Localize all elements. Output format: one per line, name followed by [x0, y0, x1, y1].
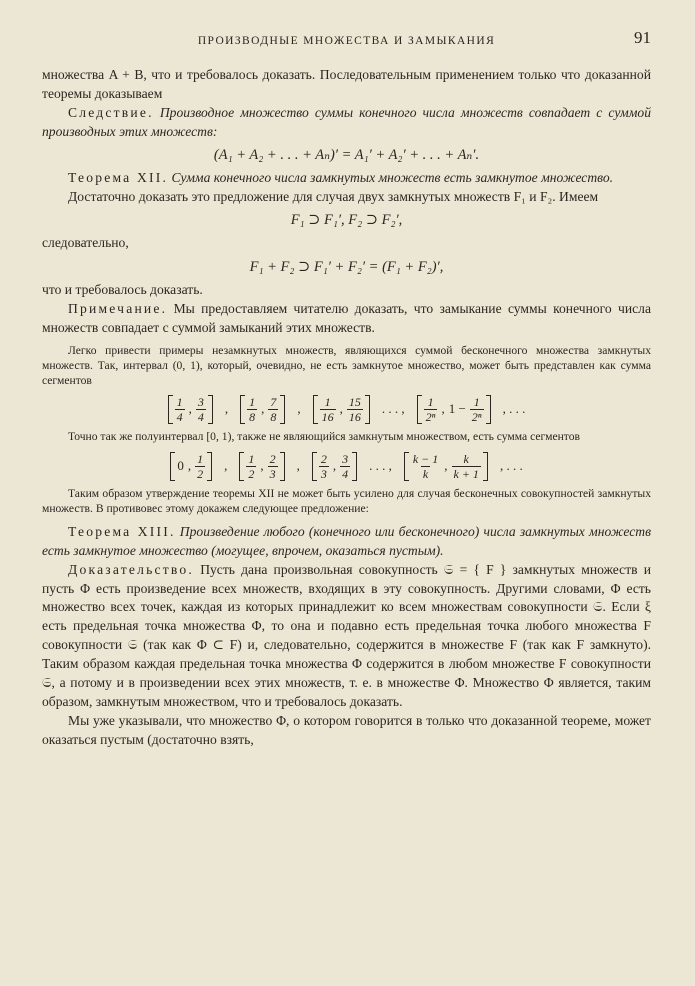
- equation-sum: F₁ + F₂ ⊃ F₁′ + F₂′ = (F₁ + F₂)′,: [249, 259, 444, 276]
- segment: [417, 395, 491, 424]
- proof-13: [42, 561, 651, 712]
- segment-end-fraction: $\frac{1}{2}$: [197, 451, 204, 481]
- corollary-text: Производное множество суммы конечного числа множеств совпадает с суммой производных этих множеств:: [42, 104, 651, 139]
- segment: [240, 395, 285, 424]
- theorem-13: [42, 523, 651, 561]
- segment-start-fraction: $\frac{1}{2}$: [248, 451, 255, 481]
- segment-start-fraction: $\frac{1}{8}$: [249, 394, 256, 424]
- segment-comma: ,: [441, 401, 445, 417]
- segment-comma: ,: [332, 458, 337, 474]
- segment: [312, 452, 357, 481]
- segment-separator: ,: [297, 401, 301, 417]
- proof-text: Пусть дана произвольная совокупность 𝔖 = { F } замкнутых множеств и пусть Φ есть произведение всех множеств, входящих в эту совокупность. Другими словами, Φ есть множество всех точек, каждая из которых принадлежит ко всем множествам совокупности 𝔖. Если ξ есть предельная точка множества Φ, то она и подавно есть предельная точка любого множества F совокупности 𝔖 (так как Φ ⊂ F) и, следовательно, содержится в множестве F (так как F замкнуто). Таким образом каждая предельная точка множества Φ содержится в любом множестве F совокупности 𝔖, а потому и в произведении всех этих множеств, т. е. в множестве Φ. Множество Φ является, таким образом, замкнутым множеством, что и требовалось доказать.: [42, 561, 651, 709]
- ellipsis-separator: . . . ,: [381, 401, 405, 417]
- segment-start-fraction: $\frac{1}{\text{2ⁿ}}$: [425, 394, 436, 424]
- segment-end-fraction: $\frac{2}{3}$: [269, 451, 276, 481]
- segment: [239, 452, 284, 481]
- segment-end-fraction: $\frac{1}{\text{2ⁿ}}$: [471, 394, 482, 424]
- segment-comma: ,: [444, 458, 448, 474]
- segment-start-fraction: $\frac{1}{16}$: [321, 394, 334, 424]
- small-paragraph-3: Таким образом утверждение теоремы XII не может быть усилено для случая бесконечных совокупностей замкнутых множеств. В противовес этому докажем следующее предложение:: [42, 487, 651, 516]
- segment: [168, 395, 213, 424]
- segment-end-fraction: $\frac{15}{16}$: [348, 394, 361, 424]
- remark-text: Мы предоставляем читателю доказать, что замыкание суммы конечного числа множеств совпадает с суммой замыканий этих множеств.: [42, 301, 652, 336]
- paragraph-continuation: множества A + B, что и требовалось доказать. Последовательным применением только что доказанной теоремы доказываем: [42, 67, 651, 101]
- running-title: ПРОИЗВОДНЫЕ МНОЖЕСТВА И ЗАМЫКАНИЯ: [197, 35, 496, 47]
- segment-separator: ,: [296, 458, 300, 474]
- paragraph-proof-12: Достаточно доказать это предложение для случая двух замкнутых множеств F₁ и F₂. Имеем: [68, 188, 599, 204]
- equation-inclusion: F₁ ⊃ F₁′, F₂ ⊃ F₂′,: [290, 212, 403, 229]
- segments-row-2: [42, 445, 651, 487]
- last-paragraph: Мы уже указывали, что множество Φ, о котором говорится в только что доказанной теореме, может оказаться пустым (достаточно взять,: [42, 712, 651, 747]
- remark: [42, 300, 651, 338]
- segment-end-fraction: $\frac{3}{4}$: [197, 394, 204, 424]
- remark-label: Примечание.: [68, 301, 168, 317]
- segment-comma: ,: [188, 401, 192, 417]
- qed-text: что и требовалось доказать.: [42, 282, 203, 298]
- segment-end-fraction: $\frac{3}{4}$: [342, 451, 349, 481]
- segment-separator: ,: [224, 401, 229, 417]
- small-paragraph-2: Точно так же полуинтервал [0, 1), также не являющийся замкнутым множеством, есть сумма сегментов: [68, 430, 580, 444]
- segment-start-fraction: $\frac{2}{3}$: [320, 451, 327, 481]
- segment-comma: ,: [261, 401, 265, 417]
- segment-start-value: 0: [177, 458, 184, 474]
- segment-start-fraction: $\frac{1}{4}$: [176, 394, 183, 424]
- segment: [170, 452, 212, 481]
- segment-comma: ,: [339, 401, 343, 417]
- theorem-12-label: Теорема XII.: [68, 169, 169, 185]
- corollary: [42, 104, 651, 142]
- theorem-13-text: Произведение любого (конечного или бесконечного) числа замкнутых множеств есть замкнутое множество (могущее, впрочем, оказаться пустым).: [42, 523, 651, 558]
- segments-row-1: [42, 388, 651, 430]
- segment-end-fraction: $\frac{7}{8}$: [270, 394, 277, 424]
- theorem-13-label: Теорема XIII.: [68, 523, 176, 539]
- proof-label: Доказательство.: [68, 561, 195, 577]
- segment: [404, 452, 488, 481]
- segment-comma: ,: [260, 458, 264, 474]
- equation-corollary: (A₁ + A₂ + . . . + Aₙ)′ = A₁′ + A₂′ + . . . + Aₙ′.: [213, 146, 480, 163]
- ellipsis-separator: . . . ,: [369, 458, 392, 474]
- tail-ellipsis: , . . .: [499, 458, 523, 474]
- segment: [313, 395, 370, 424]
- tail-ellipsis: , . . .: [502, 401, 526, 417]
- segment-end-fraction: $\frac{k}{k + 1}$: [453, 451, 479, 481]
- segment-start-fraction: $\frac{k - 1}{k}$: [412, 451, 439, 481]
- theorem-12: [42, 169, 651, 188]
- small-paragraph-1: Легко привести примеры незамкнутых множеств, являющихся суммой бесконечного множества замкнутых множеств. Так, интервал (0, 1), который, очевидно, не есть замкнутое множество, может быть представлен как сумма сегментов: [42, 344, 651, 387]
- segment-comma: ,: [187, 458, 192, 474]
- running-head: [42, 30, 651, 52]
- segment-end-prefix: 1 −: [448, 401, 466, 417]
- segment-separator: ,: [224, 458, 228, 474]
- therefore-text: следовательно,: [42, 235, 129, 251]
- corollary-label: Следствие.: [68, 104, 154, 120]
- theorem-12-text: Сумма конечного числа замкнутых множеств есть замкнутое множество.: [171, 169, 614, 185]
- page-number: 91: [634, 28, 651, 47]
